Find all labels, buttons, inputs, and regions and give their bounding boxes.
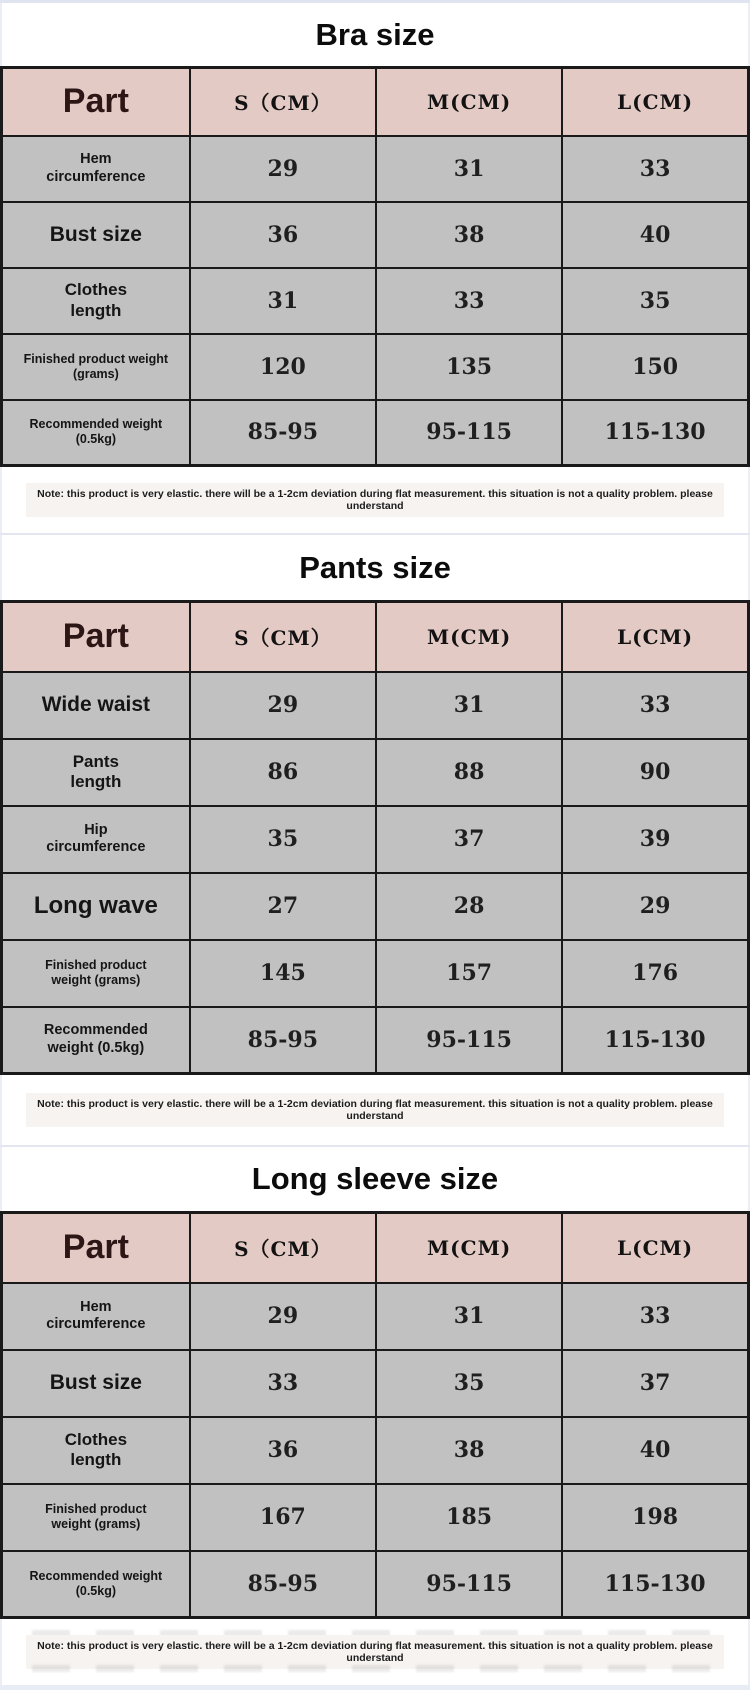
value-cell: 29 <box>190 672 376 739</box>
row-label-line: (0.5kg) <box>75 432 117 447</box>
table-row <box>2 739 749 806</box>
size-column-header: L(CM) <box>562 68 748 136</box>
row-label <box>2 1551 190 1618</box>
bottom-edge-line <box>0 1685 750 1690</box>
value-cell: 29 <box>190 136 376 202</box>
section-title-wrap <box>0 535 750 600</box>
table-row <box>2 806 749 873</box>
row-label <box>2 268 190 334</box>
value-cell: 145 <box>190 940 376 1007</box>
table-row <box>2 136 749 202</box>
row-label-line: Hem <box>80 1298 112 1315</box>
row-label <box>2 873 190 940</box>
value-cell: 33 <box>190 1350 376 1417</box>
row-label <box>2 739 190 806</box>
section-title: Pants size <box>299 549 451 585</box>
value-cell: 29 <box>190 1283 376 1350</box>
row-label-line: Bust size <box>49 222 142 246</box>
value-cell: 120 <box>190 334 376 400</box>
table-row <box>2 1484 749 1551</box>
size-column-header: S（CM） <box>190 602 376 672</box>
table-header-row <box>2 602 749 672</box>
size-table <box>0 66 750 467</box>
value-cell: 95-115 <box>376 1551 562 1618</box>
value-cell: 40 <box>562 202 748 268</box>
row-label <box>2 202 190 268</box>
section-title: Long sleeve size <box>251 1161 499 1196</box>
value-cell: 95-115 <box>376 400 562 466</box>
value-cell: 29 <box>562 873 748 940</box>
value-cell: 27 <box>190 873 376 940</box>
row-label-line: Hip <box>84 821 108 838</box>
value-cell: 35 <box>562 268 748 334</box>
value-cell: 135 <box>376 334 562 400</box>
row-label-line: Finished product <box>45 958 147 972</box>
note-text: Note: this product is very elastic. there will be a 1-2cm deviation during flat measurement. this situation is not a quality problem. please understand <box>37 1098 713 1122</box>
value-cell: 176 <box>562 940 748 1007</box>
row-label-line: length <box>70 1450 122 1469</box>
value-cell: 39 <box>562 806 748 873</box>
row-label-line: Hem <box>80 151 112 168</box>
value-cell: 185 <box>376 1484 562 1551</box>
note-strip <box>0 1075 750 1145</box>
row-label-line: Finished product weight <box>23 351 169 366</box>
row-label <box>2 334 190 400</box>
row-label-line: length <box>70 772 122 791</box>
row-label-line: weight (0.5kg) <box>47 1039 145 1056</box>
table-row <box>2 268 749 334</box>
section-title-wrap <box>0 1147 750 1211</box>
sections-root <box>0 3 750 1690</box>
row-label-line: weight (grams) <box>51 973 141 987</box>
value-cell: 33 <box>376 268 562 334</box>
table-row <box>2 672 749 739</box>
row-label <box>2 400 190 466</box>
size-column-header: M(CM) <box>376 602 562 672</box>
table-row <box>2 400 749 466</box>
table-row <box>2 1551 749 1618</box>
row-label-line: Long wave <box>33 891 158 919</box>
size-table <box>0 1211 750 1619</box>
size-chart-section <box>0 1147 750 1690</box>
row-label <box>2 136 190 202</box>
row-label-line: Clothes <box>64 280 128 300</box>
table-row <box>2 334 749 400</box>
note-strip <box>0 467 750 533</box>
value-cell: 88 <box>376 739 562 806</box>
row-label <box>2 1484 190 1551</box>
value-cell: 36 <box>190 202 376 268</box>
value-cell: 35 <box>376 1350 562 1417</box>
value-cell: 33 <box>562 672 748 739</box>
value-cell: 38 <box>376 202 562 268</box>
table-row <box>2 873 749 940</box>
row-label <box>2 806 190 873</box>
note-strip <box>0 1619 750 1685</box>
section-title: Bra size <box>315 16 435 52</box>
row-label-line: Bust size <box>49 1371 142 1395</box>
note-text: Note: this product is very elastic. there will be a 1-2cm deviation during flat measurement. this situation is not a quality problem. please understand <box>37 488 713 512</box>
value-cell: 31 <box>376 672 562 739</box>
value-cell: 150 <box>562 334 748 400</box>
row-label <box>2 1283 190 1350</box>
row-label-line: Wide waist <box>41 693 151 717</box>
value-cell: 90 <box>562 739 748 806</box>
row-label-line: length <box>70 300 122 320</box>
value-cell: 33 <box>562 136 748 202</box>
value-cell: 35 <box>190 806 376 873</box>
row-label-line: Recommended <box>43 1022 148 1039</box>
note-text: Note: this product is very elastic. there will be a 1-2cm deviation during flat measurement. this situation is not a quality problem. please understand <box>37 1640 713 1664</box>
row-label <box>2 1350 190 1417</box>
table-row <box>2 940 749 1007</box>
value-cell: 40 <box>562 1417 748 1484</box>
value-cell: 198 <box>562 1484 748 1551</box>
size-table <box>0 600 750 1075</box>
value-cell: 37 <box>562 1350 748 1417</box>
row-label <box>2 1007 190 1074</box>
part-column-header: Part <box>2 602 190 672</box>
size-column-header: S（CM） <box>190 1213 376 1283</box>
size-chart-section <box>0 3 750 535</box>
value-cell: 115-130 <box>562 1007 748 1074</box>
size-column-header: M(CM) <box>376 1213 562 1283</box>
table-header-row <box>2 68 749 136</box>
row-label-line: Clothes <box>64 1429 128 1449</box>
value-cell: 36 <box>190 1417 376 1484</box>
value-cell: 38 <box>376 1417 562 1484</box>
row-label <box>2 672 190 739</box>
value-cell: 115-130 <box>562 1551 748 1618</box>
value-cell: 167 <box>190 1484 376 1551</box>
size-column-header: M(CM) <box>376 68 562 136</box>
size-column-header: L(CM) <box>562 1213 748 1283</box>
part-column-header: Part <box>2 68 190 136</box>
value-cell: 31 <box>376 1283 562 1350</box>
table-row <box>2 1007 749 1074</box>
value-cell: 95-115 <box>376 1007 562 1074</box>
value-cell: 31 <box>190 268 376 334</box>
row-label-line: Pants <box>72 751 120 771</box>
row-label-line: circumference <box>46 1316 146 1332</box>
row-label-line: weight (grams) <box>51 1517 141 1531</box>
section-title-wrap <box>0 3 750 66</box>
value-cell: 85-95 <box>190 400 376 466</box>
size-chart-section <box>0 535 750 1147</box>
table-row <box>2 1283 749 1350</box>
part-column-header: Part <box>2 1213 190 1283</box>
value-cell: 157 <box>376 940 562 1007</box>
value-cell: 37 <box>376 806 562 873</box>
value-cell: 33 <box>562 1283 748 1350</box>
row-label-line: (grams) <box>72 366 119 381</box>
value-cell: 86 <box>190 739 376 806</box>
table-row <box>2 202 749 268</box>
size-column-header: S（CM） <box>190 68 376 136</box>
value-cell: 85-95 <box>190 1007 376 1074</box>
row-label-line: circumference <box>46 168 146 185</box>
row-label-line: Finished product <box>45 1502 147 1516</box>
value-cell: 85-95 <box>190 1551 376 1618</box>
value-cell: 28 <box>376 873 562 940</box>
value-cell: 115-130 <box>562 400 748 466</box>
size-column-header: L(CM) <box>562 602 748 672</box>
row-label-line: circumference <box>46 839 146 855</box>
row-label <box>2 940 190 1007</box>
row-label-line: Recommended weight <box>29 1568 163 1583</box>
table-header-row <box>2 1213 749 1283</box>
row-label <box>2 1417 190 1484</box>
value-cell: 31 <box>376 136 562 202</box>
row-label-line: (0.5kg) <box>75 1583 117 1598</box>
table-row <box>2 1417 749 1484</box>
row-label-line: Recommended weight <box>29 417 163 432</box>
table-row <box>2 1350 749 1417</box>
